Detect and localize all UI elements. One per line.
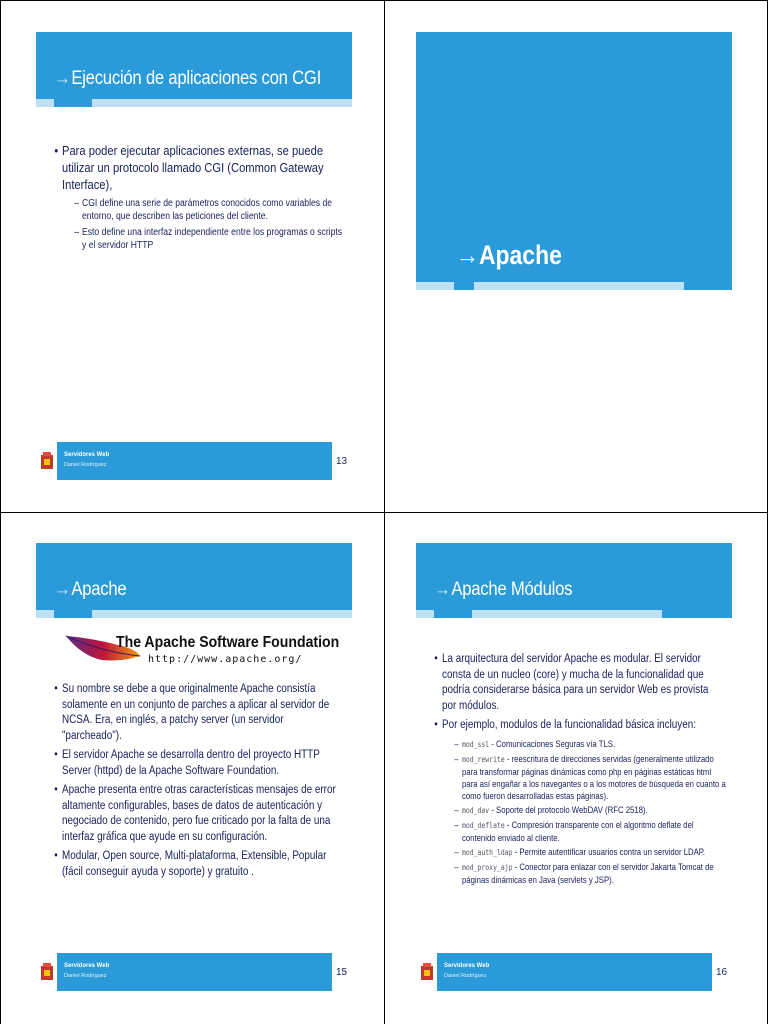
bullet-item: • El servidor Apache se desarrolla dentro del proyecto HTTP Server (httpd) de la Apache Software Foundation.: [62, 748, 341, 779]
page-divider-horizontal: [0, 512, 768, 513]
module-code: mod_ssl: [462, 739, 490, 749]
bullet-item: • Modular, Open source, Multi-plataforma, Extensible, Popular (fácil conseguir ayuda y soporte) y gratuito .: [62, 849, 341, 880]
title-decoration: [92, 99, 352, 107]
module-desc: - Compresión transparente con el algoritmo deflate del contenido enviado al cliente.: [462, 819, 694, 843]
page-number: 16: [716, 967, 728, 978]
page-number: 15: [336, 967, 348, 978]
slide-title: →Apache: [456, 240, 562, 270]
logo-box: [36, 953, 60, 991]
bullet-item: • Apache presenta entre otras características mensajes de error altamente configurables, bases de datos de autenticación y negociado de contenido, pero fue criticado por la falta de una interfaz gráfica que ayude en su configuración.: [62, 783, 341, 845]
title-decoration: [474, 282, 684, 290]
footer-course: Servidores Web: [444, 963, 490, 969]
module-desc: - Permite autentificar usuarios contra un servidor LDAP.: [512, 846, 706, 857]
module-code: mod_proxy_ajp: [462, 862, 513, 872]
arrow-icon: →: [54, 579, 71, 600]
logo-box: [36, 442, 60, 480]
arrow-icon: →: [456, 240, 479, 270]
footer-author: Daniel Rodríguez: [64, 462, 107, 468]
university-logo-icon: [39, 962, 55, 982]
slide-title: →Apache: [54, 579, 127, 600]
section-title-block: [416, 32, 732, 290]
asf-name: The Apache Software Foundation: [116, 634, 340, 651]
module-code: mod_auth_ldap: [462, 847, 513, 857]
title-decoration: [92, 610, 352, 618]
footer-author: Daniel Rodríguez: [444, 973, 487, 979]
bullet-item: • Su nombre se debe a que originalmente Apache consistía solamente en un conjunto de parches a aplicar al servidor de NCSA. Era, en inglés, a patchy server (un servidor "parcheado").: [62, 682, 341, 744]
sub-bullet-item: – CGI define una serie de parámetros conocidos como variables de entorno, que describen las peticiones del cliente.: [82, 197, 347, 223]
apache-logo: [36, 618, 352, 678]
title-decoration: [416, 282, 454, 290]
slide-title-bar: [36, 543, 352, 618]
module-item: [462, 738, 727, 751]
logo-box: [416, 953, 440, 991]
module-code: mod_dav: [462, 805, 490, 815]
bullet-item: • La arquitectura del servidor Apache es modular. El servidor consta de un nucleo (core) y mucha de la funcionalidad que podría considerarse básica para un servidor Web es provista por módulos.: [442, 652, 721, 714]
slide-15: [36, 543, 352, 979]
slide-title-bar: [416, 543, 732, 618]
slide-footer: [36, 442, 348, 480]
slide-13: [36, 32, 352, 468]
footer-author: Daniel Rodríguez: [64, 973, 107, 979]
title-decoration: [472, 610, 662, 618]
module-desc: - reescritura de direcciones servidas (generalmente utilizado para transformar páginas dinámicas como php en páginas estáticas html para así engañar a los navegantes o a los motores de búsqueda en cuanto a como fueron desarrolladas estas páginas).: [462, 753, 726, 801]
bullet-item: • Por ejemplo, modulos de la funcionalidad básica incluyen:: [442, 718, 721, 734]
title-decoration: [416, 610, 434, 618]
university-logo-icon: [419, 962, 435, 982]
module-item: [462, 753, 727, 802]
slide-title-bar: [36, 32, 352, 107]
bullet-item: • Para poder ejecutar aplicaciones externas, se puede utilizar un protocolo llamado CGI (Common Gateway Interface),: [62, 142, 341, 193]
arrow-icon: →: [54, 68, 71, 89]
title-decoration: [36, 99, 54, 107]
university-logo-icon: [39, 451, 55, 471]
footer-course: Servidores Web: [64, 452, 110, 458]
slide-footer: [416, 953, 728, 991]
slide-footer: [36, 953, 348, 991]
module-desc: - Soporte del protocolo WebDAV (RFC 2518).: [489, 804, 648, 815]
sub-bullet-item: – Esto define una interfaz independiente entre los programas o scripts y el servidor HTTP: [82, 226, 347, 252]
page-number: 13: [336, 456, 348, 467]
module-desc: - Conector para enlazar con el servidor Jakarta Tomcat de páginas dinámicas en Java (servlets y JSP).: [462, 861, 714, 885]
module-item: [462, 846, 727, 859]
module-item: [462, 819, 727, 844]
module-code: mod_rewrite: [462, 754, 505, 764]
footer-course: Servidores Web: [64, 963, 110, 969]
module-code: mod_deflate: [462, 820, 505, 830]
slide-14: [416, 32, 732, 290]
slide-title: →Apache Módulos: [434, 579, 573, 600]
slide-title: →Ejecución de aplicaciones con CGI: [54, 68, 322, 89]
title-decoration: [36, 610, 54, 618]
module-item: [462, 861, 727, 886]
arrow-icon: →: [434, 579, 451, 600]
module-item: [462, 804, 727, 817]
slide-16: [416, 543, 732, 979]
asf-url: http://www.apache.org/: [148, 654, 303, 665]
module-desc: - Comunicaciones Seguras vía TLS.: [489, 738, 616, 749]
